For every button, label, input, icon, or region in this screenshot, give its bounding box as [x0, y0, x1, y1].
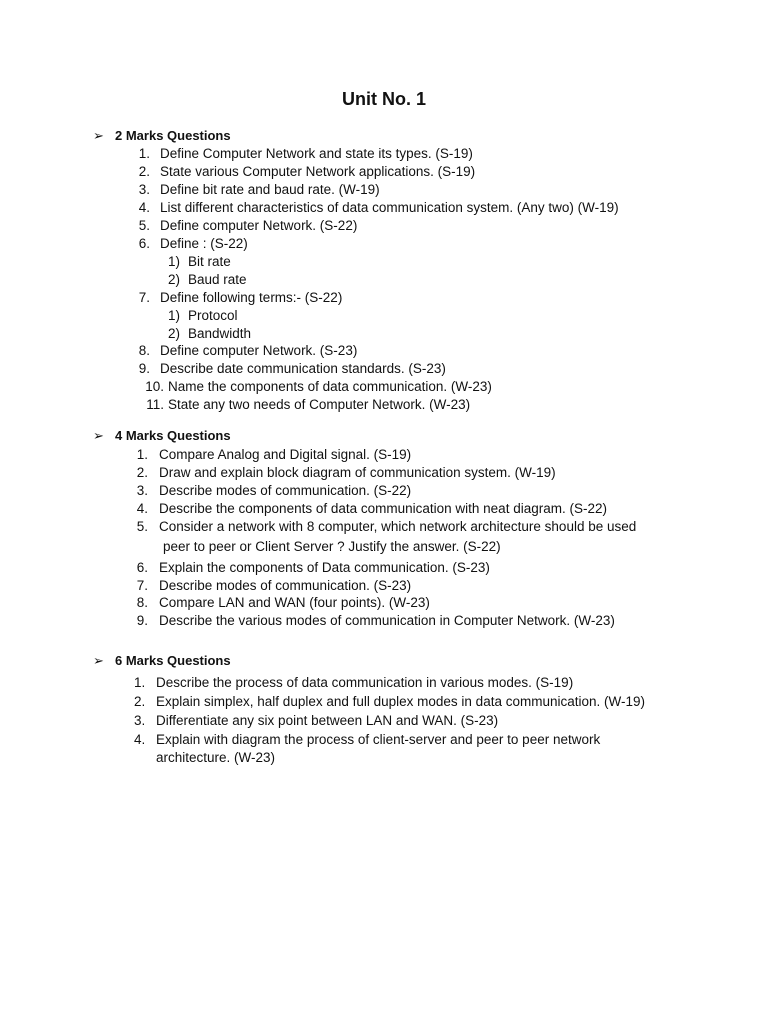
question-item: 4. Describe the components of data communication with neat diagram. (S-22): [136, 501, 607, 516]
section-heading-2-marks: ➢ 2 Marks Questions: [93, 128, 231, 143]
question-item: 3. Define bit rate and baud rate. (W-19): [138, 182, 380, 197]
question-continuation: architecture. (W-23): [156, 750, 276, 765]
sub-item: 2) Bandwidth: [168, 326, 252, 341]
question-item: 4. Explain with diagram the process of client-server and peer to peer network: [134, 732, 601, 747]
arrow-bullet-icon: ➢: [93, 128, 104, 143]
question-item: 7. Describe modes of communication. (S-23): [136, 578, 412, 593]
question-item: 4. List different characteristics of data communication system. (Any two) (W-19): [138, 200, 619, 215]
sub-item: 2) Baud rate: [168, 272, 247, 287]
question-item: 5. Define computer Network. (S-22): [138, 218, 358, 233]
question-item: 3. Describe modes of communication. (S-22): [136, 483, 412, 498]
question-item: 2. Explain simplex, half duplex and full duplex modes in data communication. (W-19): [134, 694, 645, 709]
sub-item: 1) Bit rate: [168, 254, 231, 269]
question-item: 2. State various Computer Network applications. (S-19): [138, 164, 476, 179]
question-item: 1. Compare Analog and Digital signal. (S-19): [136, 447, 412, 462]
question-item: 2. Draw and explain block diagram of communication system. (W-19): [136, 465, 556, 480]
question-continuation: peer to peer or Client Server ? Justify the answer. (S-22): [163, 539, 501, 554]
section-heading-6-marks: ➢ 6 Marks Questions: [93, 653, 231, 668]
question-item: 10. Name the components of data communication. (W-23): [145, 379, 492, 394]
question-item: 5. Consider a network with 8 computer, which network architecture should be used: [136, 519, 637, 534]
question-item: 8. Compare LAN and WAN (four points). (W-23): [136, 595, 430, 610]
sub-item: 1) Protocol: [168, 308, 238, 323]
question-item: 1. Describe the process of data communication in various modes. (S-19): [134, 675, 574, 690]
arrow-bullet-icon: ➢: [93, 428, 104, 443]
question-item: 7. Define following terms:- (S-22): [138, 290, 343, 305]
question-item: 6. Explain the components of Data communication. (S-23): [136, 560, 490, 575]
question-item: 9. Describe date communication standards. (S-23): [138, 361, 446, 376]
section-heading-4-marks: ➢ 4 Marks Questions: [93, 428, 231, 443]
page-title: Unit No. 1: [342, 89, 426, 109]
question-item: 3. Differentiate any six point between LAN and WAN. (S-23): [134, 713, 499, 728]
question-item: 1. Define Computer Network and state its types. (S-19): [138, 146, 473, 161]
question-item: 9. Describe the various modes of communication in Computer Network. (W-23): [136, 613, 615, 628]
question-item: 6. Define : (S-22): [138, 236, 248, 251]
question-item: 8. Define computer Network. (S-23): [138, 343, 358, 358]
arrow-bullet-icon: ➢: [93, 653, 104, 668]
question-item: 11. State any two needs of Computer Network. (W-23): [146, 397, 471, 412]
